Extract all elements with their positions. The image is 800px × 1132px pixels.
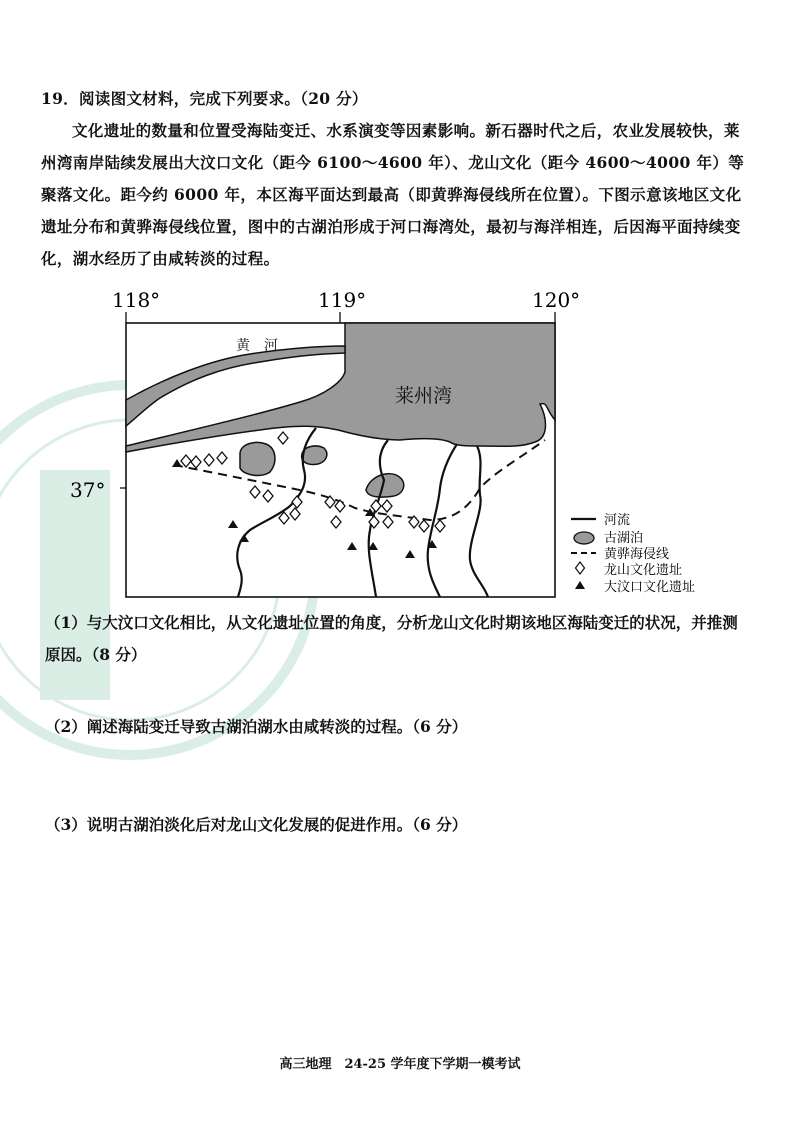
page-footer: 高三地理 24-25 学年度下学期一模考试: [279, 1057, 521, 1072]
lon-label-118: 118°: [112, 288, 161, 312]
lat-label-37: 37°: [70, 478, 106, 502]
river-label: 黄 河: [236, 338, 278, 354]
map-legend: [571, 512, 695, 595]
legend-label-lake: 古湖泊: [604, 531, 644, 546]
legend-triangle-symbol: [575, 581, 585, 589]
bay-label: 莱州湾: [395, 385, 453, 407]
question-title: 19．阅读图文材料，完成下列要求。（20 分）: [41, 89, 368, 108]
legend-label-line: 黄骅海侵线: [604, 547, 670, 562]
sub-question-3: （3）说明古湖泊淡化后对龙山文化发展的促进作用。（6 分）: [45, 815, 468, 834]
sub-question-2: （2）阐述海陆变迁导致古湖泊湖水由咸转淡的过程。（6 分）: [45, 717, 468, 736]
legend-label-dawenkou: 大汶口文化遗址: [604, 580, 696, 595]
lon-label-119: 119°: [318, 288, 367, 312]
sub-question-1: （1）与大汶口文化相比，从文化遗址位置的角度，分析龙山文化时期该地区海陆变迁的状况，并推测原因。（8 分）: [45, 613, 738, 664]
question-paragraph: 文化遗址的数量和位置受海陆变迁、水系演变等因素影响。新石器时代之后，农业发展较快，莱州湾南岸陆续发展出大汶口文化（距今 6100～4600 年）、龙山文化（距今 4600～4000 年）等聚落文化。距今约 6000 年，本区海平面达到最高（即黄骅海侵线所在位置）。下图示意该地区文化遗址分布和黄骅海侵线位置，图中的古湖泊形成于河口海湾处，最初与海洋相连，后因海平面持续变化，湖水经历了由咸转淡的过程。: [41, 121, 745, 268]
legend-label-longshan: 龙山文化遗址: [604, 563, 683, 578]
legend-lake-symbol: [574, 532, 594, 544]
legend-diamond-symbol: [576, 562, 585, 574]
legend-label-river: 河流: [604, 513, 631, 528]
lon-label-120: 120°: [532, 288, 581, 312]
